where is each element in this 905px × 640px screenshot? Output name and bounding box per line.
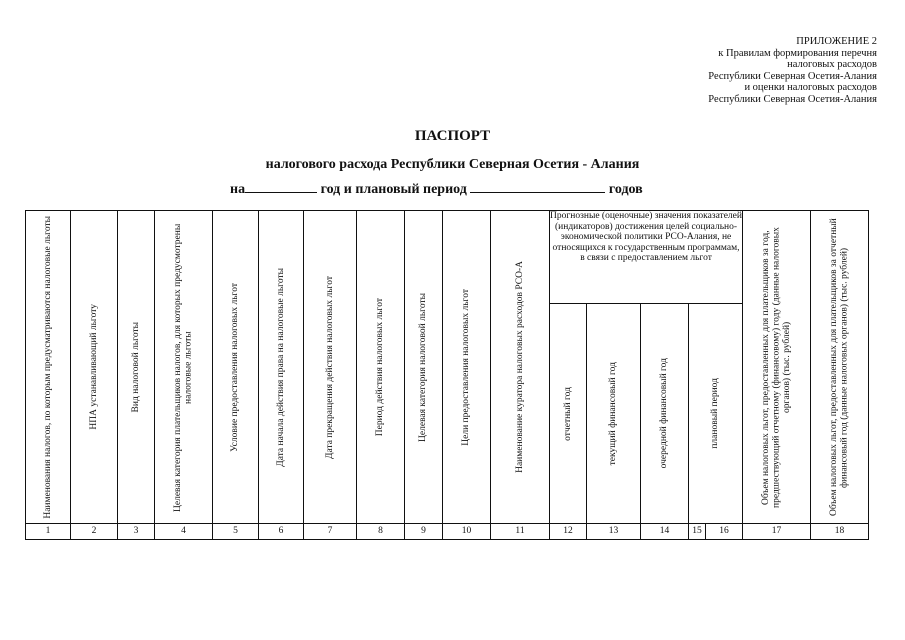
appendix-line: Республики Северная Осетия-Алания [708,93,877,105]
document-subtitle: налогового расхода Республики Северная Осетия - Алания [265,157,640,172]
header-cell: Наименования налогов, по которым предусматриваются налоговые льготы [26,211,71,524]
column-number: 7 [304,524,357,540]
column-number: 2 [71,524,118,540]
subheader-cell: плановый период [689,304,743,524]
column-number: 16 [706,524,743,540]
column-number: 13 [587,524,641,540]
header-cell: НПА устанавливающий льготу [71,211,118,524]
header-cell: Вид налоговой льготы [118,211,155,524]
header-cell: Объем налоговых льгот, предоставленных для плательщиков за год, предшествующий отчетному (финансовому) году (данные налоговых органов) (тыс. рублей) [743,211,811,524]
column-number: 12 [550,524,587,540]
subheader-cell: текущий финансовый год [587,304,641,524]
period-suffix: годов [605,182,643,197]
passport-table [25,210,869,540]
header-cell: Наименование куратора налоговых расходов РСО-А [491,211,550,524]
column-number: 11 [491,524,550,540]
appendix-line: и оценки налоговых расходов [744,82,877,94]
header-cell: Целевая категория плательщиков налогов, для которых предусмотрены налоговые льготы [155,211,213,524]
header-cell: Период действия налоговых льгот [357,211,405,524]
indicators-group-header: Прогнозные (оценочные) значения показателей (индикаторов) достижения целей социально-экономической политики РСО-Алания, не относящихся к государственным программам, в связи с предоставлением льгот [550,211,743,304]
appendix-header [557,36,877,106]
appendix-line: налоговых расходов [787,59,877,71]
column-number: 5 [213,524,259,540]
column-number: 15 [689,524,706,540]
appendix-line: к Правилам формирования перечня [718,47,877,59]
year-blank [245,180,317,193]
column-number: 14 [641,524,689,540]
header-cell: Объем налоговых льгот, предоставленных для плательщиков за отчетный финансовый год (данные налоговых органов) (тыс. рублей) [811,211,869,524]
column-number: 1 [26,524,71,540]
header-cell: Целевая категория налоговой льготы [405,211,443,524]
subheader-cell: отчетный год [550,304,587,524]
header-cell: Дата начала действия права на налоговые льготы [259,211,304,524]
column-number: 3 [118,524,155,540]
header-cell: Цели предоставления налоговых льгот [443,211,491,524]
column-number: 4 [155,524,213,540]
period-middle: год и плановый период [317,182,471,197]
column-number: 10 [443,524,491,540]
header-cell: Дата прекращения действия налоговых льгот [304,211,357,524]
header-cell: Условие предоставления налоговых льгот [213,211,259,524]
subheader-cell: очередной финансовый год [641,304,689,524]
period-prefix: на [230,182,246,197]
column-number: 6 [259,524,304,540]
planned-period-blank [470,180,605,193]
appendix-line: Республики Северная Осетия-Алания [708,70,877,82]
document-title: ПАСПОРТ [414,128,491,144]
column-number: 17 [743,524,811,540]
period-line [230,180,700,198]
appendix-title: ПРИЛОЖЕНИЕ 2 [796,36,877,47]
column-number: 9 [405,524,443,540]
column-number: 8 [357,524,405,540]
column-number: 18 [811,524,869,540]
